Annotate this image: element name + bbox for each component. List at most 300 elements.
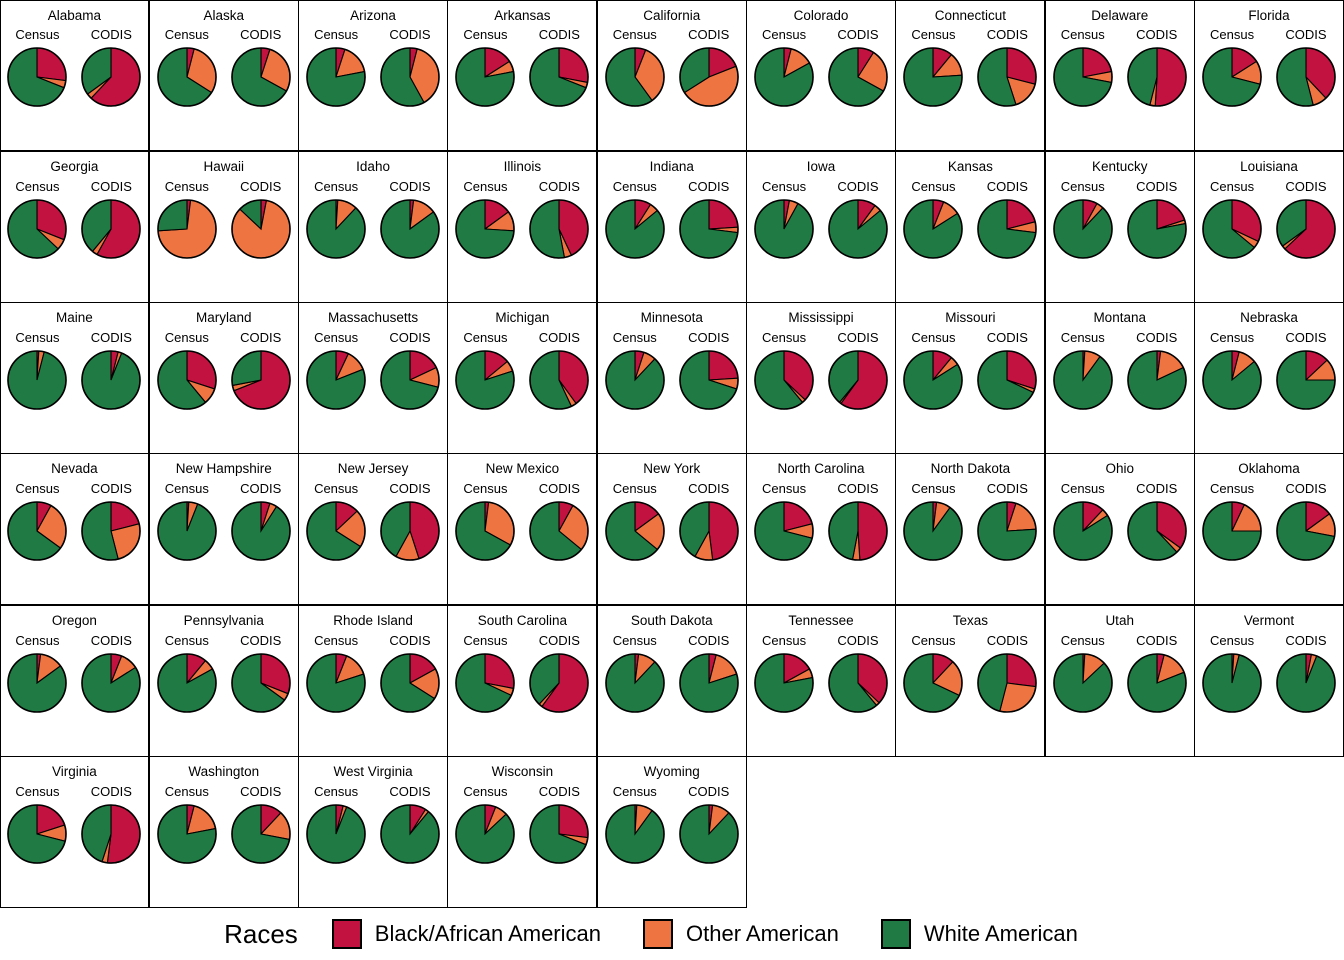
pie-block-census	[1046, 481, 1120, 562]
pie-tennessee-codis	[827, 652, 889, 714]
pie-block-census	[448, 330, 522, 411]
pie-pair	[747, 633, 895, 714]
pie-new-mexico-census	[454, 500, 516, 562]
state-panel	[298, 0, 448, 151]
legend-item-white-american	[881, 919, 1078, 949]
pie-pair	[747, 481, 895, 562]
state-panel	[0, 302, 149, 454]
pie-block-codis	[373, 27, 447, 108]
pie-block-codis	[970, 27, 1044, 108]
pie-block-codis	[1120, 330, 1194, 411]
pie-label-codis: CODIS	[90, 481, 132, 497]
pie-label-codis: CODIS	[986, 27, 1028, 43]
pie-label-census: Census	[612, 632, 657, 648]
pie-label-codis: CODIS	[1136, 178, 1178, 194]
pie-pair	[896, 481, 1044, 562]
state-name-label: Maine	[56, 310, 93, 326]
pie-block-census	[150, 784, 224, 865]
pie-alabama-codis	[80, 46, 142, 108]
pie-new-hampshire-census	[156, 500, 218, 562]
state-panel	[597, 0, 747, 151]
state-panel	[746, 302, 896, 454]
pie-missouri-codis	[976, 349, 1038, 411]
state-name-label: South Dakota	[630, 612, 713, 628]
pie-block-codis	[672, 481, 746, 562]
pie-label-codis: CODIS	[240, 178, 282, 194]
pie-vermont-codis	[1275, 652, 1337, 714]
pie-maryland-codis	[230, 349, 292, 411]
state-panel	[0, 151, 149, 303]
pie-label-census: Census	[911, 632, 956, 648]
pie-west-virginia-census	[305, 803, 367, 865]
pie-block-census	[747, 27, 821, 108]
pie-pair	[448, 179, 596, 260]
pie-label-codis: CODIS	[986, 178, 1028, 194]
empty-grid-slot	[746, 756, 896, 908]
pie-block-codis	[74, 784, 148, 865]
pie-wisconsin-census	[454, 803, 516, 865]
pie-label-census: Census	[164, 632, 209, 648]
pie-label-codis: CODIS	[240, 27, 282, 43]
pie-block-codis	[224, 784, 298, 865]
pie-label-census: Census	[762, 481, 807, 497]
pie-block-codis	[1269, 481, 1343, 562]
pie-label-codis: CODIS	[986, 481, 1028, 497]
pie-pair	[1046, 179, 1194, 260]
pie-label-census: Census	[762, 27, 807, 43]
pie-block-census	[1046, 633, 1120, 714]
pie-block-census	[747, 179, 821, 260]
state-panel	[447, 151, 597, 303]
pie-block-census	[150, 481, 224, 562]
pie-kentucky-codis	[1126, 198, 1188, 260]
pie-label-codis: CODIS	[688, 783, 730, 799]
legend-swatch-black-african-american	[332, 919, 362, 949]
pie-michigan-codis	[528, 349, 590, 411]
pie-label-census: Census	[1210, 632, 1255, 648]
pie-block-census	[896, 330, 970, 411]
pie-block-codis	[522, 330, 596, 411]
pie-block-census	[299, 330, 373, 411]
pie-block-codis	[672, 330, 746, 411]
pie-wyoming-codis	[678, 803, 740, 865]
pie-pair	[1, 784, 149, 865]
pie-block-census	[896, 633, 970, 714]
empty-grid-slot	[1045, 756, 1195, 908]
pie-pair	[747, 179, 895, 260]
state-panel	[597, 756, 747, 908]
pie-block-codis	[1120, 481, 1194, 562]
pie-block-census	[299, 27, 373, 108]
pie-block-census	[598, 633, 672, 714]
pie-illinois-codis	[528, 198, 590, 260]
state-name-label: Delaware	[1091, 7, 1149, 23]
state-name-label: Kansas	[947, 158, 993, 174]
pie-label-codis: CODIS	[538, 481, 580, 497]
pie-block-codis	[970, 330, 1044, 411]
pie-pair	[1195, 27, 1343, 108]
state-panel	[0, 453, 149, 605]
state-panel	[1194, 0, 1344, 151]
pie-label-census: Census	[911, 481, 956, 497]
state-name-label: Florida	[1248, 7, 1290, 23]
pie-pair	[1046, 481, 1194, 562]
pie-new-hampshire-codis	[230, 500, 292, 562]
pie-label-census: Census	[15, 783, 60, 799]
state-panel	[0, 605, 149, 757]
pie-block-census	[299, 633, 373, 714]
pie-label-codis: CODIS	[90, 27, 132, 43]
pie-tennessee-census	[753, 652, 815, 714]
pie-florida-census	[1201, 46, 1263, 108]
pie-texas-codis	[976, 652, 1038, 714]
pie-block-census	[448, 481, 522, 562]
pie-block-codis	[224, 330, 298, 411]
pie-block-census	[150, 330, 224, 411]
pie-missouri-census	[902, 349, 964, 411]
pie-label-codis: CODIS	[1285, 27, 1327, 43]
state-panel	[447, 756, 597, 908]
pie-label-codis: CODIS	[837, 27, 879, 43]
pie-label-census: Census	[1060, 27, 1105, 43]
pie-pair	[598, 179, 746, 260]
pie-label-census: Census	[314, 481, 359, 497]
pie-label-census: Census	[911, 27, 956, 43]
pie-pair	[1046, 633, 1194, 714]
pie-pair	[448, 784, 596, 865]
state-panel	[149, 302, 299, 454]
pie-label-codis: CODIS	[1285, 330, 1327, 345]
pie-illinois-census	[454, 198, 516, 260]
pie-utah-codis	[1126, 652, 1188, 714]
state-panel	[746, 0, 896, 151]
pie-pair	[299, 633, 447, 714]
pie-arizona-census	[305, 46, 367, 108]
pie-label-codis: CODIS	[1285, 632, 1327, 648]
state-name-label: Alabama	[47, 7, 102, 23]
pie-label-codis: CODIS	[986, 632, 1028, 648]
state-panel	[0, 0, 149, 151]
pie-new-jersey-codis	[379, 500, 441, 562]
pie-label-codis: CODIS	[90, 783, 132, 799]
pie-pair	[150, 179, 298, 260]
state-name-label: Louisiana	[1240, 158, 1298, 174]
pie-label-census: Census	[1210, 27, 1255, 43]
pie-utah-census	[1052, 652, 1114, 714]
pie-connecticut-codis	[976, 46, 1038, 108]
state-name-label: South Carolina	[477, 612, 568, 628]
pie-california-census	[604, 46, 666, 108]
state-name-label: Ohio	[1105, 461, 1134, 477]
pie-south-dakota-codis	[678, 652, 740, 714]
pie-label-codis: CODIS	[538, 632, 580, 648]
state-panel	[149, 756, 299, 908]
pie-wyoming-census	[604, 803, 666, 865]
pie-maine-codis	[80, 349, 142, 411]
pie-south-carolina-census	[454, 652, 516, 714]
pie-block-census	[1, 179, 75, 260]
pie-label-census: Census	[15, 481, 60, 497]
pie-iowa-census	[753, 198, 815, 260]
pie-label-census: Census	[1210, 330, 1255, 345]
state-panel	[597, 453, 747, 605]
pie-label-census: Census	[612, 330, 657, 345]
pie-block-census	[150, 633, 224, 714]
pie-iowa-codis	[827, 198, 889, 260]
pie-label-codis: CODIS	[538, 783, 580, 799]
pie-pair	[598, 633, 746, 714]
state-panel	[447, 302, 597, 454]
state-panel	[149, 605, 299, 757]
pie-block-census	[1, 784, 75, 865]
pie-label-census: Census	[314, 330, 359, 345]
empty-grid-slot	[1194, 756, 1344, 908]
pie-label-codis: CODIS	[90, 178, 132, 194]
legend-swatch-white-american	[881, 919, 911, 949]
pie-label-codis: CODIS	[389, 27, 431, 43]
pie-kansas-codis	[976, 198, 1038, 260]
pie-block-census	[150, 27, 224, 108]
pie-georgia-census	[6, 198, 68, 260]
legend-label-other-american: Other American	[686, 921, 839, 946]
pie-nebraska-codis	[1275, 349, 1337, 411]
pie-block-codis	[672, 633, 746, 714]
pie-pair	[1195, 633, 1343, 714]
empty-grid-slot	[895, 756, 1045, 908]
pie-label-codis: CODIS	[1136, 330, 1178, 345]
pie-block-census	[747, 633, 821, 714]
pie-pennsylvania-census	[156, 652, 218, 714]
pie-label-codis: CODIS	[837, 178, 879, 194]
state-panel	[1194, 302, 1344, 454]
pie-label-codis: CODIS	[90, 632, 132, 648]
pie-label-codis: CODIS	[688, 330, 730, 345]
pie-label-codis: CODIS	[1285, 481, 1327, 497]
pie-block-census	[598, 784, 672, 865]
state-panel	[1045, 151, 1195, 303]
pie-label-census: Census	[314, 783, 359, 799]
state-name-label: Kentucky	[1091, 158, 1148, 174]
state-panel	[298, 756, 448, 908]
state-name-label: Nebraska	[1240, 310, 1298, 326]
pie-north-carolina-codis	[827, 500, 889, 562]
state-name-label: Vermont	[1243, 612, 1295, 628]
pie-block-codis	[74, 330, 148, 411]
pie-block-census	[150, 179, 224, 260]
state-panel	[746, 605, 896, 757]
pie-block-codis	[373, 330, 447, 411]
pie-louisiana-codis	[1275, 198, 1337, 260]
state-name-label: New Hampshire	[175, 461, 272, 477]
state-panel	[895, 0, 1045, 151]
pie-label-codis: CODIS	[538, 330, 580, 345]
pie-florida-codis	[1275, 46, 1337, 108]
pie-label-census: Census	[463, 178, 508, 194]
pie-block-census	[299, 481, 373, 562]
pie-mississippi-census	[753, 349, 815, 411]
pie-pair	[896, 633, 1044, 714]
pie-label-codis: CODIS	[837, 632, 879, 648]
pie-pair	[1, 633, 149, 714]
pie-label-census: Census	[762, 632, 807, 648]
pie-label-codis: CODIS	[688, 632, 730, 648]
pie-block-codis	[970, 633, 1044, 714]
pie-pair	[598, 481, 746, 562]
pie-label-codis: CODIS	[688, 481, 730, 497]
pie-mississippi-codis	[827, 349, 889, 411]
pie-label-census: Census	[463, 783, 508, 799]
pie-block-census	[299, 179, 373, 260]
pie-label-codis: CODIS	[538, 27, 580, 43]
pie-new-jersey-census	[305, 500, 367, 562]
pie-label-census: Census	[612, 783, 657, 799]
pie-label-census: Census	[164, 783, 209, 799]
pie-new-york-census	[604, 500, 666, 562]
pie-pair	[448, 633, 596, 714]
pie-maine-census	[6, 349, 68, 411]
pie-label-codis: CODIS	[389, 632, 431, 648]
pie-label-census: Census	[463, 632, 508, 648]
pie-label-census: Census	[1060, 178, 1105, 194]
pie-block-census	[1, 330, 75, 411]
pie-texas-census	[902, 652, 964, 714]
pie-washington-census	[156, 803, 218, 865]
pie-block-codis	[1269, 27, 1343, 108]
state-name-label: Michigan	[495, 310, 550, 326]
pie-pair	[448, 481, 596, 562]
state-panel	[149, 0, 299, 151]
pie-block-codis	[522, 27, 596, 108]
pie-montana-census	[1052, 349, 1114, 411]
pie-block-codis	[821, 330, 895, 411]
pie-label-codis: CODIS	[389, 330, 431, 345]
state-panel	[1045, 302, 1195, 454]
pie-label-census: Census	[463, 481, 508, 497]
legend-label-black-african-american: Black/African American	[374, 921, 601, 946]
state-panel	[298, 605, 448, 757]
pie-pair	[598, 784, 746, 865]
pie-label-codis: CODIS	[389, 783, 431, 799]
pie-block-codis	[74, 481, 148, 562]
pie-block-codis	[1120, 179, 1194, 260]
state-name-label: West Virginia	[333, 764, 413, 780]
pie-label-census: Census	[911, 330, 956, 345]
pie-south-carolina-codis	[528, 652, 590, 714]
pie-north-dakota-census	[902, 500, 964, 562]
state-name-label: Nevada	[51, 461, 98, 477]
pie-block-codis	[522, 633, 596, 714]
pie-pair	[150, 481, 298, 562]
pie-label-census: Census	[911, 178, 956, 194]
state-name-label: Maryland	[195, 310, 252, 326]
pie-block-codis	[672, 784, 746, 865]
pie-indiana-codis	[678, 198, 740, 260]
pie-label-codis: CODIS	[389, 481, 431, 497]
state-panel	[597, 151, 747, 303]
pie-label-codis: CODIS	[1136, 632, 1178, 648]
pie-label-census: Census	[463, 330, 508, 345]
pie-label-codis: CODIS	[1285, 178, 1327, 194]
pie-rhode-island-census	[305, 652, 367, 714]
pie-pair	[1, 481, 149, 562]
pie-block-census	[1046, 27, 1120, 108]
legend-item-other-american	[643, 919, 839, 949]
pie-pair	[896, 27, 1044, 108]
state-name-label: Massachusetts	[328, 310, 419, 326]
pie-block-codis	[1269, 633, 1343, 714]
pie-block-codis	[373, 784, 447, 865]
pie-label-codis: CODIS	[688, 27, 730, 43]
state-name-label: Iowa	[806, 158, 836, 174]
pie-block-census	[747, 481, 821, 562]
pie-pair	[150, 784, 298, 865]
pie-alabama-census	[6, 46, 68, 108]
state-name-label: North Carolina	[777, 461, 865, 477]
pie-virginia-census	[6, 803, 68, 865]
pie-nebraska-census	[1201, 349, 1263, 411]
pie-block-codis	[1120, 633, 1194, 714]
pie-oregon-codis	[80, 652, 142, 714]
pie-block-codis	[821, 179, 895, 260]
state-name-label: Hawaii	[203, 158, 244, 174]
pie-label-census: Census	[164, 27, 209, 43]
pie-hawaii-census	[156, 198, 218, 260]
pie-block-census	[896, 179, 970, 260]
state-panel	[895, 605, 1045, 757]
pie-block-codis	[672, 179, 746, 260]
pie-block-codis	[74, 27, 148, 108]
pie-block-census	[598, 481, 672, 562]
pie-pair	[1, 179, 149, 260]
pie-block-codis	[821, 481, 895, 562]
pie-pair	[299, 784, 447, 865]
pie-block-codis	[821, 633, 895, 714]
pie-rhode-island-codis	[379, 652, 441, 714]
pie-north-dakota-codis	[976, 500, 1038, 562]
pie-idaho-census	[305, 198, 367, 260]
pie-label-census: Census	[164, 481, 209, 497]
pie-label-census: Census	[164, 178, 209, 194]
state-name-label: Pennsylvania	[183, 612, 264, 628]
pie-pair	[299, 27, 447, 108]
legend-label-white-american: White American	[923, 921, 1078, 946]
state-name-label: Minnesota	[640, 310, 703, 326]
state-name-label: Alaska	[203, 7, 244, 23]
pie-block-census	[448, 784, 522, 865]
pie-georgia-codis	[80, 198, 142, 260]
state-panel	[1194, 605, 1344, 757]
pie-label-census: Census	[15, 27, 60, 43]
state-name-label: Connecticut	[934, 7, 1007, 23]
pie-label-census: Census	[1210, 178, 1255, 194]
state-name-label: Oregon	[51, 612, 97, 628]
state-name-label: Utah	[1105, 612, 1134, 628]
pie-oklahoma-census	[1201, 500, 1263, 562]
state-panel	[298, 302, 448, 454]
pie-wisconsin-codis	[528, 803, 590, 865]
pie-label-census: Census	[762, 330, 807, 345]
state-panel	[447, 453, 597, 605]
pie-pennsylvania-codis	[230, 652, 292, 714]
pie-pair	[150, 633, 298, 714]
pie-block-census	[1046, 330, 1120, 411]
pie-arkansas-census	[454, 46, 516, 108]
state-panel	[1045, 453, 1195, 605]
pie-label-codis: CODIS	[240, 330, 282, 345]
pie-pair	[1046, 27, 1194, 108]
pie-indiana-census	[604, 198, 666, 260]
state-panel	[447, 605, 597, 757]
